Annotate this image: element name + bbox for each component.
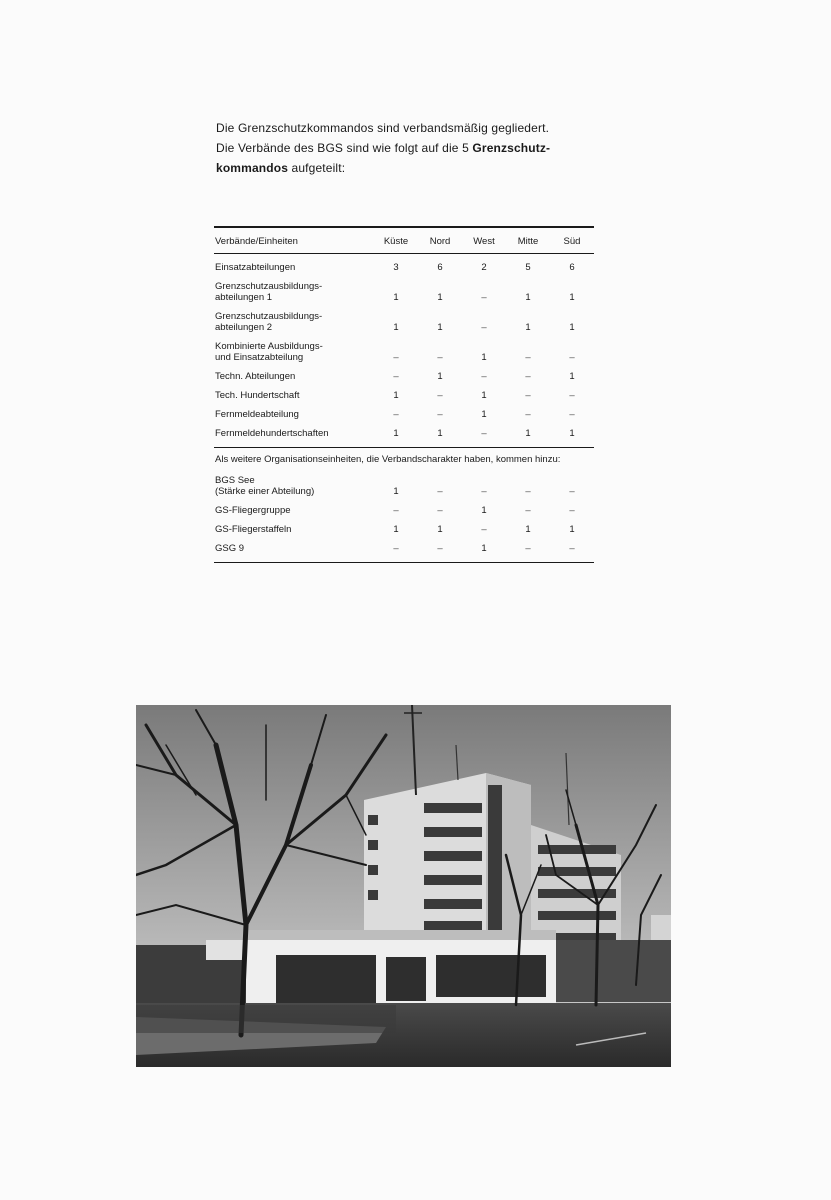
extra-row-label: [214, 475, 374, 497]
table-row: [214, 428, 594, 439]
table-header-row: [214, 227, 594, 254]
table-cell: –: [569, 486, 575, 497]
extra-row-label: [214, 543, 374, 554]
table-row-spacer: [214, 467, 594, 475]
row-label-line-1: Grenzschutzausbildungs-: [215, 311, 323, 322]
row-label-line-1: Kombinierte Ausbildungs-: [215, 341, 323, 352]
table-cell: –: [569, 543, 575, 554]
header-kueste: Küste: [374, 227, 418, 254]
extra-row-label-line-2: (Stärke einer Abteilung): [215, 486, 315, 497]
table-cell: 1: [393, 322, 399, 333]
building-photo: [136, 705, 671, 1067]
table-cell: –: [481, 371, 487, 382]
table-row: [214, 311, 594, 333]
row-label: [214, 262, 374, 273]
table-cell: 1: [569, 371, 575, 382]
table-cell: 1: [525, 292, 531, 303]
table-row-spacer: [214, 497, 594, 505]
table-row: [214, 543, 594, 554]
table-cell: –: [437, 352, 443, 363]
table-row-spacer: [214, 439, 594, 448]
table-cell: –: [569, 409, 575, 420]
table-cell: 1: [437, 428, 443, 439]
table-cell: –: [393, 505, 399, 516]
row-label: [214, 341, 374, 363]
table-body-main: [214, 254, 594, 448]
row-label: [214, 390, 374, 401]
extra-row-label: [214, 524, 374, 535]
table-cell: 1: [437, 524, 443, 535]
table-row-spacer: [214, 382, 594, 390]
table-cell: –: [437, 505, 443, 516]
table-cell: 1: [525, 524, 531, 535]
intro-text: [216, 118, 596, 178]
table-cell: 5: [525, 262, 531, 273]
table-cell: 1: [393, 524, 399, 535]
table-row-spacer: [214, 420, 594, 428]
units-table: [214, 226, 594, 563]
table-cell: 1: [437, 371, 443, 382]
header-units: Verbände/Einheiten: [214, 227, 374, 254]
table-cell: –: [525, 409, 531, 420]
units-table-wrap: [214, 226, 594, 563]
header-nord: Nord: [418, 227, 462, 254]
table-cell: –: [481, 524, 487, 535]
table-row-spacer: [214, 516, 594, 524]
table-cell: –: [569, 505, 575, 516]
table-row-spacer: [214, 303, 594, 311]
extra-row-label-line-1: GS-Fliegerstaffeln: [215, 524, 292, 535]
table-end-rule: [214, 562, 594, 563]
table-cell: 1: [393, 428, 399, 439]
table-cell: 1: [481, 505, 487, 516]
table-cell: 1: [569, 292, 575, 303]
table-cell: 1: [569, 322, 575, 333]
extra-row-label-line-1: BGS See: [215, 475, 255, 486]
table-cell: –: [393, 371, 399, 382]
table-row: [214, 409, 594, 420]
table-row-spacer: [214, 554, 594, 562]
table-row-spacer: [214, 363, 594, 371]
table-cell: 1: [481, 352, 487, 363]
table-cell: 1: [437, 292, 443, 303]
table-cell: –: [437, 390, 443, 401]
table-cell: 1: [569, 428, 575, 439]
table-cell: –: [437, 409, 443, 420]
table-row-spacer: [214, 401, 594, 409]
table-row: [214, 390, 594, 401]
table-cell: 1: [525, 322, 531, 333]
header-west: West: [462, 227, 506, 254]
table-cell: –: [569, 390, 575, 401]
row-label-line-1: Techn. Abteilungen: [215, 371, 296, 382]
table-row: [214, 505, 594, 516]
extra-row-label: [214, 505, 374, 516]
header-mitte: Mitte: [506, 227, 550, 254]
table-note-row: [214, 448, 594, 467]
row-label-line-1: Fernmeldehundertschaften: [215, 428, 329, 439]
table-cell: –: [525, 390, 531, 401]
row-label-line-2: abteilungen 1: [215, 292, 273, 303]
row-label-line-1: Grenzschutzausbildungs-: [215, 281, 323, 292]
table-cell: 1: [393, 486, 399, 497]
table-cell: –: [525, 486, 531, 497]
table-row: [214, 341, 594, 363]
table-cell: –: [393, 409, 399, 420]
table-cell: –: [437, 486, 443, 497]
row-label: [214, 428, 374, 439]
table-cell: –: [525, 505, 531, 516]
table-row: [214, 262, 594, 273]
row-label-line-1: Fernmeldeabteilung: [215, 409, 299, 420]
table-cell: –: [525, 352, 531, 363]
row-label: [214, 311, 374, 333]
table-row: [214, 524, 594, 535]
table-cell: 1: [481, 543, 487, 554]
header-sued: Süd: [550, 227, 594, 254]
intro-line-2: Die Verbände des BGS sind wie folgt auf die 5 Grenzschutz-: [216, 141, 551, 155]
extra-row-label-line-1: GSG 9: [215, 543, 245, 554]
table-cell: 1: [481, 390, 487, 401]
intro-line-1: Die Grenzschutzkommandos sind verbandsmäßig gegliedert.: [216, 121, 550, 135]
table-cell: 1: [393, 292, 399, 303]
table-cell: –: [437, 543, 443, 554]
intro-line-3: kommandos aufgeteilt:: [216, 161, 346, 175]
table-cell: 6: [437, 262, 443, 273]
table-row: [214, 281, 594, 303]
row-label-line-2: und Einsatzabteilung: [215, 352, 304, 363]
table-cell: 1: [569, 524, 575, 535]
table-cell: –: [393, 543, 399, 554]
table-cell: 1: [525, 428, 531, 439]
table-body-extra: [214, 467, 594, 562]
table-cell: –: [393, 352, 399, 363]
table-row-spacer: [214, 273, 594, 281]
table-cell: –: [525, 371, 531, 382]
table-row-spacer: [214, 254, 594, 263]
table-cell: –: [481, 486, 487, 497]
table-cell: –: [481, 428, 487, 439]
table-row: [214, 475, 594, 497]
row-label: [214, 409, 374, 420]
table-note: Als weitere Organisationseinheiten, die Verbandscharakter haben, kommen hinzu:: [215, 454, 561, 465]
table-cell: 2: [481, 262, 487, 273]
table-cell: –: [525, 543, 531, 554]
table-cell: 1: [437, 322, 443, 333]
row-label-line-2: abteilungen 2: [215, 322, 273, 333]
table-note-section: [214, 448, 594, 468]
table-row-spacer: [214, 535, 594, 543]
table-cell: 1: [481, 409, 487, 420]
row-label-line-1: Tech. Hundertschaft: [215, 390, 300, 401]
table-cell: –: [481, 292, 487, 303]
table-cell: 1: [393, 390, 399, 401]
table-cell: –: [481, 322, 487, 333]
row-label: [214, 371, 374, 382]
row-label: [214, 281, 374, 303]
table-cell: –: [569, 352, 575, 363]
table-cell: 6: [569, 262, 575, 273]
table-cell: 3: [393, 262, 399, 273]
table-row: [214, 371, 594, 382]
row-label-line-1: Einsatzabteilungen: [215, 262, 296, 273]
table-row-spacer: [214, 333, 594, 341]
extra-row-label-line-1: GS-Fliegergruppe: [215, 505, 291, 516]
